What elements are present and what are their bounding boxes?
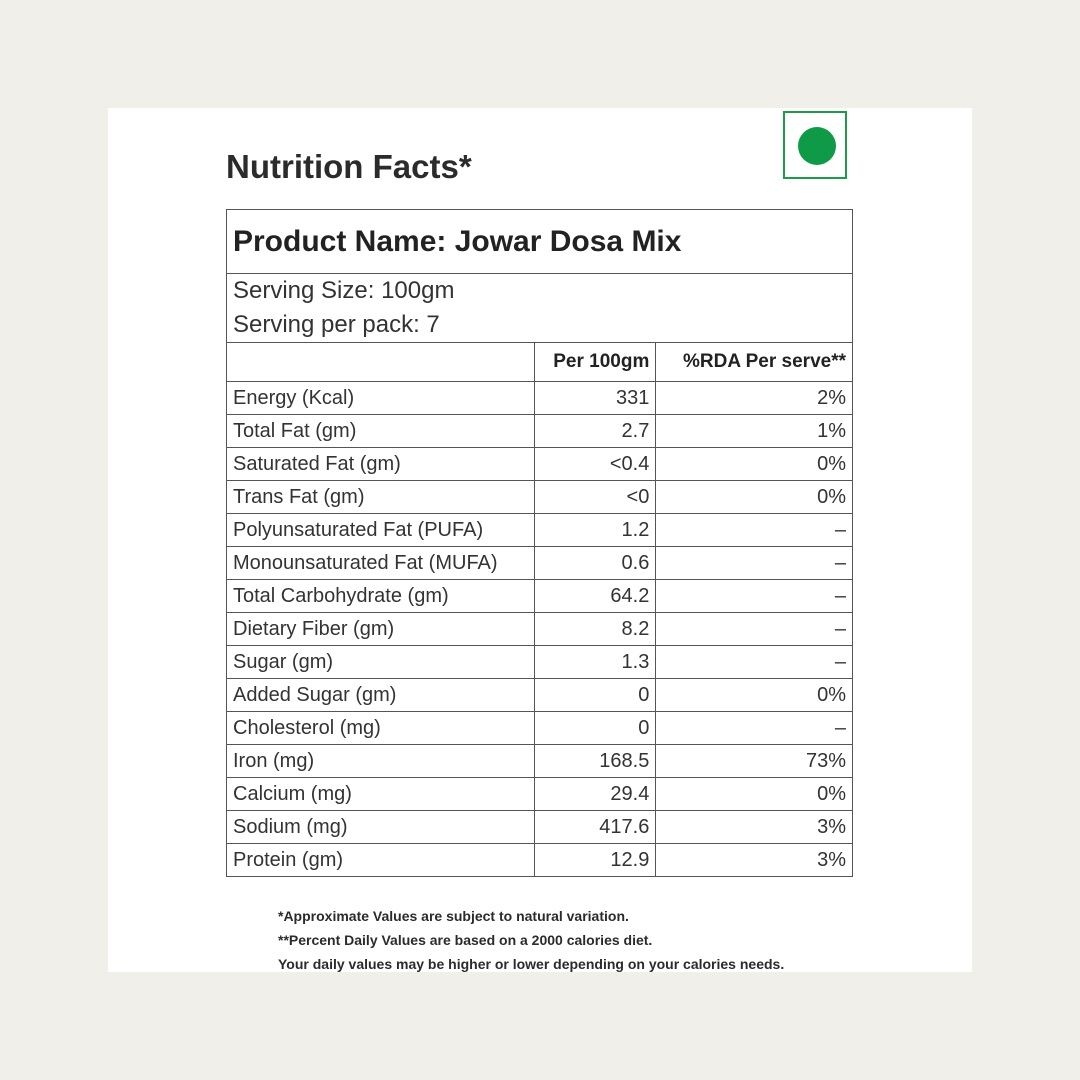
rda-value: – [656,646,853,679]
table-row [227,745,853,778]
rda-value: 0% [656,481,853,514]
nutrient-name: Iron (mg) [227,745,535,778]
nutrient-name: Sodium (mg) [227,811,535,844]
table-row [227,811,853,844]
per-100gm-value: 12.9 [535,844,656,877]
per-100gm-value: 64.2 [535,580,656,613]
rda-value: 0% [656,778,853,811]
table-row [227,778,853,811]
nutrient-name: Dietary Fiber (gm) [227,613,535,646]
rda-value: 1% [656,415,853,448]
rda-value: – [656,613,853,646]
table-row [227,580,853,613]
table-row [227,712,853,745]
table-row [227,613,853,646]
per-100gm-value: 2.7 [535,415,656,448]
footnote-1: *Approximate Values are subject to natural variation. [278,908,629,924]
table-row [227,415,853,448]
page-title: Nutrition Facts* [226,148,472,185]
per-100gm-value: 0 [535,679,656,712]
product-name-row [227,210,853,274]
nutrient-name: Saturated Fat (gm) [227,448,535,481]
per-100gm-value: <0 [535,481,656,514]
rda-value: 73% [656,745,853,778]
nutrition-table [226,209,853,877]
rda-value: – [656,514,853,547]
per-100gm-value: 331 [535,382,656,415]
per-100gm-value: 0 [535,712,656,745]
per-100gm-value: 1.2 [535,514,656,547]
nutrient-name: Cholesterol (mg) [227,712,535,745]
header-blank [227,343,535,382]
per-100gm-value: 1.3 [535,646,656,679]
nutrient-name: Total Fat (gm) [227,415,535,448]
rda-value: – [656,712,853,745]
rda-value: 2% [656,382,853,415]
rda-value: – [656,547,853,580]
serving-per-pack: Serving per pack: 7 [233,311,440,338]
nutrient-name: Sugar (gm) [227,646,535,679]
table-row [227,844,853,877]
table-row [227,646,853,679]
rda-value: 3% [656,811,853,844]
veg-symbol-icon [783,111,847,179]
table-row [227,382,853,415]
serving-row [227,274,853,343]
nutrient-name: Total Carbohydrate (gm) [227,580,535,613]
footnote-3: Your daily values may be higher or lower depending on your calories needs. [278,956,785,972]
rda-value: 0% [656,679,853,712]
product-name: Product Name: Jowar Dosa Mix [227,210,853,274]
per-100gm-value: 0.6 [535,547,656,580]
serving-info [227,274,853,343]
nutrient-name: Calcium (mg) [227,778,535,811]
rda-value: 3% [656,844,853,877]
per-100gm-value: 8.2 [535,613,656,646]
rda-value: 0% [656,448,853,481]
nutrition-label-card [108,108,972,972]
table-header-row [227,343,853,382]
rda-value: – [656,580,853,613]
per-100gm-value: 168.5 [535,745,656,778]
table-row [227,679,853,712]
table-row [227,481,853,514]
nutrient-name: Protein (gm) [227,844,535,877]
table-row [227,448,853,481]
serving-size: Serving Size: 100gm [233,277,455,304]
nutrition-table-wrap [226,209,853,877]
veg-dot [798,127,836,165]
per-100gm-value: 417.6 [535,811,656,844]
nutrient-name: Added Sugar (gm) [227,679,535,712]
header-rda: %RDA Per serve** [656,343,853,382]
footnotes [278,904,784,976]
per-100gm-value: <0.4 [535,448,656,481]
footnote-2: **Percent Daily Values are based on a 2000 calories diet. [278,932,653,948]
nutrient-name: Monounsaturated Fat (MUFA) [227,547,535,580]
header-per-100gm: Per 100gm [535,343,656,382]
per-100gm-value: 29.4 [535,778,656,811]
nutrient-name: Energy (Kcal) [227,382,535,415]
nutrient-name: Trans Fat (gm) [227,481,535,514]
table-row [227,514,853,547]
table-row [227,547,853,580]
nutrient-name: Polyunsaturated Fat (PUFA) [227,514,535,547]
